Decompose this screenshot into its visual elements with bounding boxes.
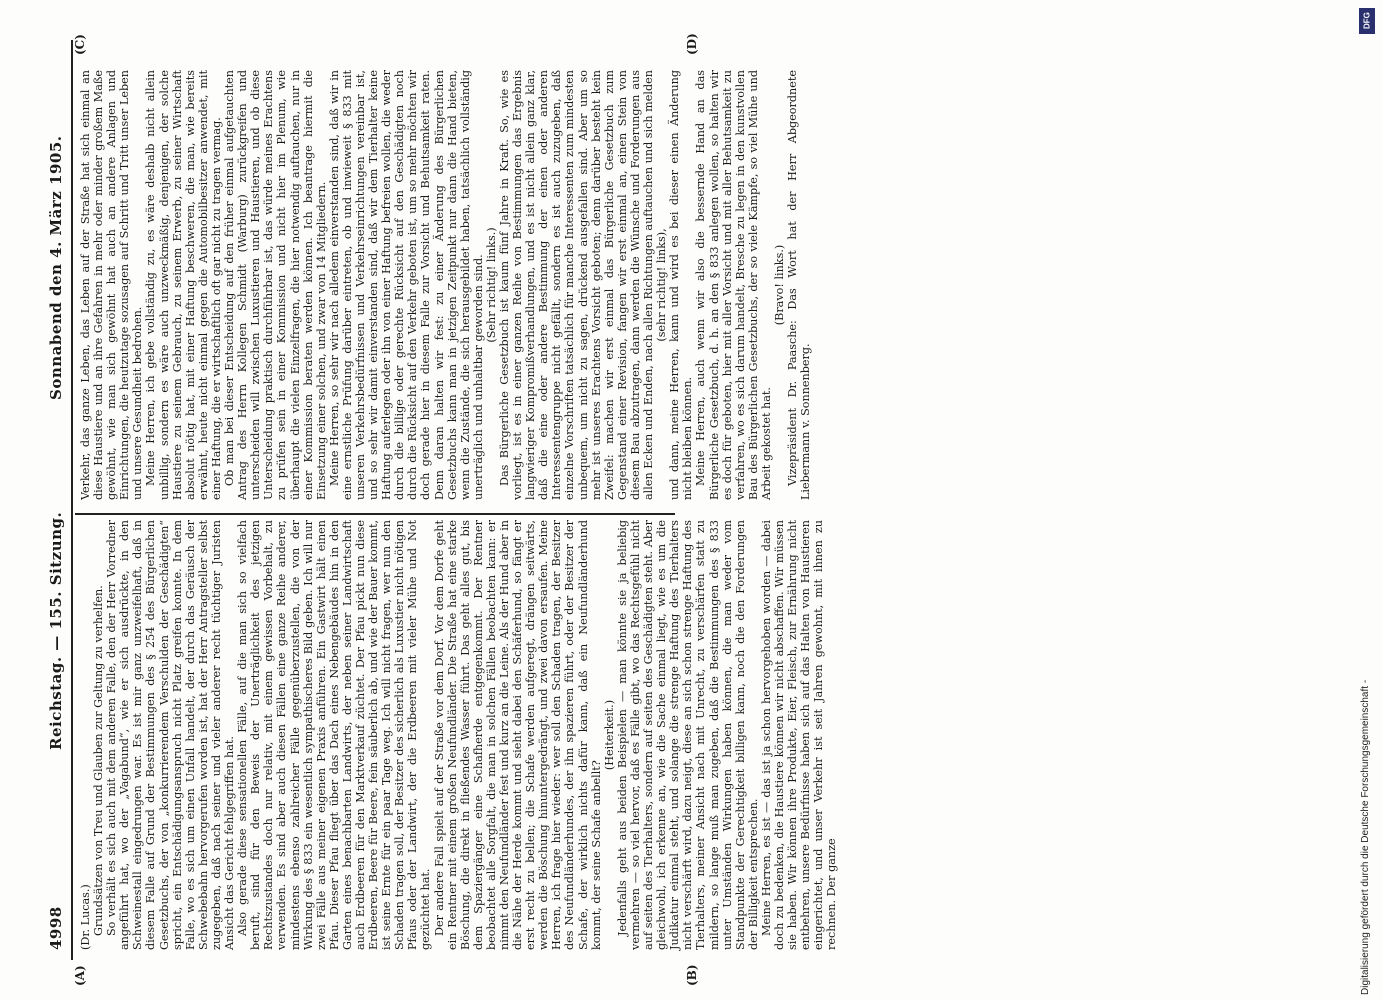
paragraph: Meine Herren, so sehr wir nach alledem einverstanden sind, daß wir in eine ernstliche Prüfung darüber eintreten, ob und inwieweit § 833 mit unseren Verkehrsbedürfnissen und Verkehrseinrichtungen vereinbar ist, und so sehr wir damit einverstanden sind, daß wir dem Tierhalter keine Haftung auferlegen oder ihn von einer Haftung befreien wollen, die weder durch die billige oder gerechte Rücksicht auf den Geschädigten noch durch die Rücksicht auf den Verkehr geboten ist, um so mehr möchten wir doch gerade hier in diesem Falle zur Vorsicht und Behutsamkeit raten. Denn daran halten wir fest: zu einer Änderung des Bürgerlichen Gesetzbuchs kann man in jetzigen Zeitpunkt nur dann die Hand bieten, wenn die Zustände, die sich herausgebildet haben, tatsächlich vollständig unerträglich und unhaltbar geworden sind.	[327, 70, 485, 500]
digitization-credit: Digitalisierung gefördert durch die Deutsche Forschungsgemeinschaft -	[1360, 679, 1371, 995]
right-column	[79, 70, 812, 500]
margin-mark-d: (D)	[685, 33, 699, 55]
margin-mark-a: (A)	[73, 965, 87, 986]
speaker-label: (Dr. Lucas.)	[79, 884, 92, 950]
column-divider	[75, 513, 675, 515]
interjection: (sehr richtig! links),	[655, 228, 669, 342]
page-header	[45, 40, 73, 960]
paragraph: Meine Herren, es ist — das ist ja schon hervorgehoben worden — dabei doch zu bedenken, die Haustiere können wir nicht abschaffen. Wir müssen sie haben. Wir können ihre Produkte, Eier, Fleisch, zur Ernährung nicht entbehren, unsere Bedürfnisse haben sich auf das Halten von Haustieren eingerichtet, und unser Verkehr ist seit Jahren gewohnt, mit ihnen zu rechnen. Der ganze	[759, 520, 839, 950]
paragraph: Der andere Fall spielt auf der Straße vor dem Dorf. Vor dem Dorfe geht ein Rentner mit einem großen Neufundländer. Die Straße hat eine starke Böschung, die direkt in fließendes Wasser führt. Das geht alles gut, bis dem Spaziergänger eine Schafherde entgegenkommt. Der Rentner beobachtet alle Sorgfalt, die man in solchen Fällen beobachten kann: er nimmt den Neufundländer fest und kurz an die Leine. Als der Hund aber in die Nähe der Herde kommt und sieht dabei den Schäferhund, so fängt er erst recht zu bellen; die Schafe werden aufgeregt, drängen seitwärts, werden die Böschung hinuntergedrängt, und zwei davon ersaufen. Meine Herren, ich frage hier wieder: wer soll den Schaden tragen, der Besitzer des Neufundländerhundes, der ihn spazieren führt, oder der Besitzer der Schafe, der wirklich nichts dafür kann, daß ein Neufundländerhund kommt, der seine Schafe anbellt?	[432, 520, 603, 950]
interjection: (Heiterkeit.)	[602, 699, 616, 771]
closing-paragraph: Vizepräsident Dr. Paasche: Das Wort hat der Herr Abgeordnete Liebermann v. Sonnenberg.	[786, 70, 813, 500]
page-number: 4998	[47, 906, 65, 950]
rotated-page-content	[45, 33, 1335, 986]
paragraph: Meine Herren, ich gebe vollständig zu, es wäre deshalb nicht allein unbillig, sondern es wäre auch unzweckmäßig, denjenigen, der solche Haustiere zu seinem Gebrauch, zu seinem Erwerb, zu seiner Wirtschaft absolut nötig hat, mit einer Haftung beschweren, die man, wie bereits erwähnt, heute nicht einmal gegen die Automobilbesitzer anwendet, mit einer Haftung, die er wirtschaftlich oft gar nicht zu tragen vermag.	[144, 70, 223, 500]
paragraph: Verkehr, das ganze Leben, das Leben auf der Straße hat sich einmal an diese Haustiere und an ihre Gefahren in mehr oder minder großem Maße gewöhnt, wie man sich gewöhnt hat auch an andere Anlagen und Einrichtungen, die heutzutage sozusagen auf Schritt und Tritt unser Leben und unsere Gesundheit bedrohen.	[79, 70, 145, 500]
interjection: (Bravo! links.)	[772, 244, 786, 326]
paragraph: Meine Herren, auch wenn wir also die bessernde Hand an das Bürgerliche Gesetzbuch, d. h. an den § 833 anlegen wollen, so halten wir es doch für geboten, hier mit aller Vorsicht und mit aller Behutsamkeit zu verfahren, wo es sich darum handelt, Bresche zu legen in den kunstvollen Bau des Bürgerlichen Gesetzbuchs, der so viele Kämpfe, so viel Mühe und Arbeit gekostet hat.	[694, 70, 773, 500]
paragraph: Jedenfalls geht aus beiden Beispielen — man könnte sie ja beliebig vermehren — so viel hervor, daß es Fälle gibt, wo das Rechtsgefühl nicht auf seiten des Tierhalters, sondern auf seiten des Geschädigten steht. Aber gleichwohl, ich erkenne an, wie die Sache einmal liegt, wie es um die Judikatur einmal steht, und solange die strenge Haftung des Tierhalters nicht verschärft wird, dazu neigt, diese an sich schon strenge Haftung des Tierhalters, meiner Ansicht nach mit Unrecht, zu verschärfen statt zu mildern, so lange muß man zugeben, daß die Bestimmungen des § 833 unter Umständen Wirkungen haben können, die man weder vom Standpunkte der Gerechtigkeit billigen kann, noch die den Forderungen der Billigkeit entsprechen.	[615, 520, 760, 950]
paragraph: Also gerade diese sensationellen Fälle, auf die man sich so vielfach beruft, sind für den Beweis der Unerträglichkeit des jetzigen Rechtszustandes doch nur relativ, mit einem gewissen Vorbehalt, zu verwenden. Es sind aber auch diesen Fällen eine ganze Reihe anderer, mindestens ebenso zahlreicher Fälle gegenüberzustellen, die von der Wirkung des § 833 ein wesentlich sympathischeres Bild geben. Ich will nur zwei Fälle aus meiner eigenen Praxis anführen. Ein Gastwirt hält einen Pfau. Dieser Pfau fliegt über das Dach eines Nebengebäudes hin in den Garten eines benachbarten Landwirts, der neben seiner Landwirtschaft auch Erdbeeren für den Marktverkauf züchtet. Der Pfau pickt nun diese Erdbeeren, Beere für Beere, fein säuberlich ab, und wie der Bauer kommt, ist seine Ernte für ein paar Tage weg. Ich will nicht fragen, wer nun den Schaden tragen soll, der Besitzer des sicherlich als Luxustier nicht nötigen Pfaus oder der Landwirt, der die Erdbeeren mit vieler Mühe und Not gezüchtet hat.	[236, 520, 433, 950]
session-date: Sonnabend den 4. März 1905.	[47, 135, 65, 400]
left-column	[79, 520, 838, 950]
margin-mark-b: (B)	[685, 964, 699, 986]
paragraph: und dann, meine Herren, kann und wird es bei dieser einen Änderung nicht bleiben können.	[668, 70, 695, 500]
paragraph: Das Bürgerliche Gesetzbuch ist kaum fünf Jahre in Kraft. So, wie es vorliegt, ist es in einer ganzen Reihe von Bestimmungen das Ergebnis langwieriger Kompromißverhandlungen, und es ist nicht allein ganz klar, daß die eine oder andere Bestimmung der einen oder anderen Interessentengruppe nicht gefällt, sondern es ist auch zuzugeben, daß einzelne Vorschriften tatsächlich für manche Interessenten zum mindesten unbequem, um nicht zu sagen, drückend ausgefallen sind. Aber um so mehr ist unseres Erachtens Vorsicht geboten; denn darüber besteht kein Zweifel: machen wir erst einmal das Bürgerliche Gesetzbuch zum Gegenstand einer Revision, fangen wir erst einmal an, einen Stein von diesem Bau abzutragen, dann werden die Wünsche und Forderungen aus allen Ecken und Enden, nach allen Richtungen auftauchen und sich melden	[498, 70, 656, 500]
paragraph: Grundsätzen von Treu und Glauben zur Geltung zu verhelfen.	[92, 585, 106, 936]
margin-mark-c: (C)	[73, 34, 87, 55]
paragraph: So verhält es sich auch mit dem anderen Falle, den der Herr Vorredner angeführt hat, wo der „Vagabund“, wie er sich ausdrückte, in den Schweinestall eingedrungen war. Es ist mir ganz unzweifelhaft, daß in diesem Falle auf Grund der Bestimmungen des § 254 des Bürgerlichen Gesetzbuchs, der von „konkurrierendem Verschulden der Geschädigten“ spricht, ein Entschädigungsanspruch nicht Platz greifen konnte. In dem Falle, wo es sich um einen Unfall handelt, der durch das Geräusch der Schwebebahn hervorgerufen worden ist, hat der Herr Antragsteller selbst zugegeben, daß nach seiner und vieler anderer recht tüchtiger Juristen Ansicht das Gericht fehlgegriffen hat.	[105, 520, 237, 950]
session-title: Reichstag. — 155. Sitzung.	[47, 511, 65, 750]
paragraph: Ob man bei dieser Entscheidung auf den früher einmal aufgetauchten Antrag des Herrn Kollegen Schmidt (Warburg) zurückgreifen und unterscheiden will zwischen Luxustieren und Haustieren, und ob diese Unterscheidung praktisch durchführbar ist, das würde meines Erachtens zu prüfen sein in einer Kommission und nicht hier im Plenum, wie überhaupt die vielen Einzelfragen, die hier notwendig auftauchen, nur in einer Kommission beraten werden können. Ich beantrage hiermit die Einsetzung einer solchen, und zwar von 14 Mitgliedern.	[223, 70, 328, 500]
dfg-logo: DFG	[1359, 8, 1375, 34]
interjection: (Sehr richtig! links.)	[484, 227, 498, 343]
